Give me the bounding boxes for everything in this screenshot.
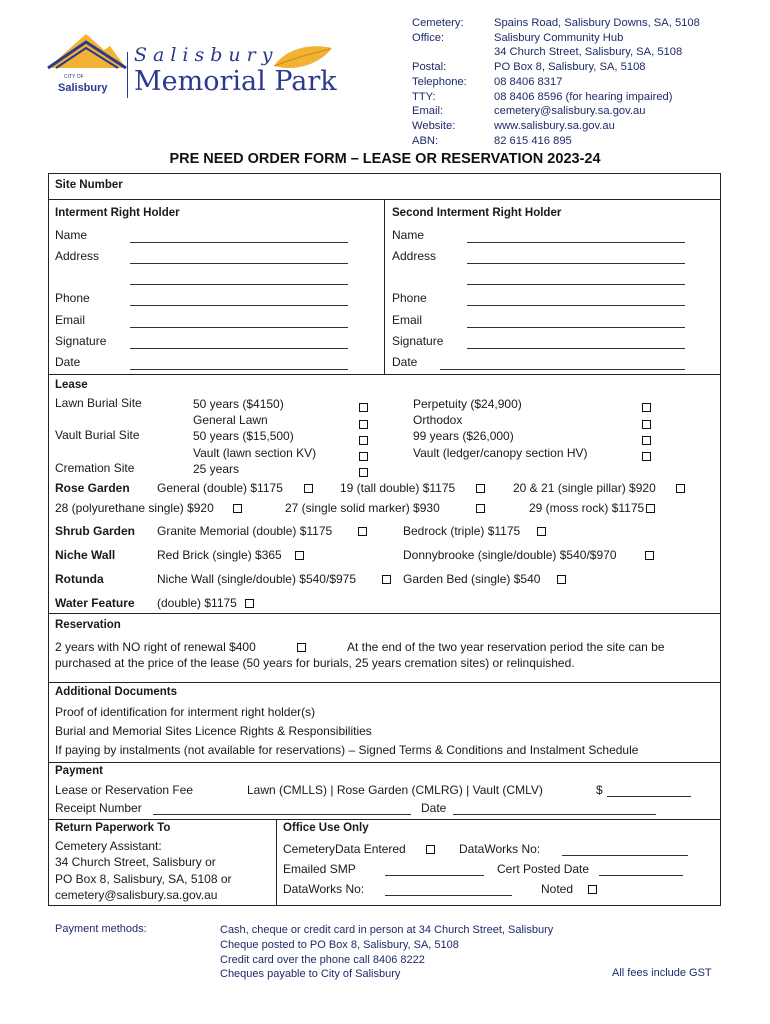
contact-labels [412, 16, 467, 148]
holder-name-label: Name [55, 228, 88, 242]
checkbox[interactable] [476, 504, 485, 513]
lease-option: 50 years ($15,500) [193, 429, 294, 444]
reservation-option: 2 years with NO right of renewal $400 [55, 640, 256, 654]
water-feature-label: Water Feature [55, 596, 135, 610]
checkbox[interactable] [426, 845, 435, 854]
contact-value: 08 8406 8317 [494, 75, 563, 88]
additional-heading: Additional Documents [55, 686, 178, 698]
dataworks-label: DataWorks No: [459, 842, 541, 856]
lease-right-checkboxes [642, 399, 651, 464]
checkbox[interactable] [476, 484, 485, 493]
form-title: PRE NEED ORDER FORM – LEASE OR RESERVATION 2023-24 [169, 151, 601, 167]
lease-option: Vault (lawn section KV) [193, 445, 317, 460]
lease-heading: Lease [55, 379, 88, 391]
logo-city-name: Salisbury [58, 82, 108, 94]
holder-phone-label: Phone [55, 291, 90, 305]
vault-burial-label: Vault Burial Site [55, 428, 140, 442]
payment-method: Cash, cheque or credit card in person at 34 Church Street, Salisbury [220, 924, 554, 936]
cremation-site-label: Cremation Site [55, 461, 135, 475]
rose-garden-label: Rose Garden [55, 481, 130, 495]
holders-divider [384, 199, 385, 375]
office-heading: Office Use Only [283, 822, 369, 834]
checkbox[interactable] [359, 452, 368, 461]
contact-label: ABN: [412, 134, 439, 147]
checkbox[interactable] [359, 420, 368, 429]
contact-email[interactable]: cemetery@salisbury.sa.gov.au [494, 105, 646, 118]
holder-heading: Interment Right Holder [55, 207, 180, 219]
logo-divider [127, 52, 128, 98]
checkbox[interactable] [297, 643, 306, 652]
second-email-field[interactable] [467, 316, 685, 328]
logo-park-name-line2: Memorial Park [134, 66, 337, 97]
contact-label: Postal: [412, 61, 447, 74]
holder-date-label: Date [55, 355, 81, 369]
checkbox[interactable] [359, 468, 368, 477]
second-holder-heading: Second Interment Right Holder [392, 207, 562, 219]
lease-option: Perpetuity ($24,900) [413, 397, 522, 411]
contact-label: Email: [412, 105, 444, 118]
contact-website[interactable]: www.salisbury.sa.gov.au [494, 119, 615, 132]
checkbox[interactable] [642, 403, 651, 412]
return-line: Cemetery Assistant: [55, 839, 162, 853]
second-phone-label: Phone [392, 291, 427, 305]
niche-option: Donnybrooke (single/double) $540/$970 [403, 548, 617, 562]
holder-email-field[interactable] [130, 316, 348, 328]
contact-label: Cemetery: [412, 17, 464, 29]
gst-note: All fees include GST [612, 967, 712, 979]
logo-park-name-line1: Salisbury [134, 44, 279, 66]
payment-method: Cheques payable to City of Salisbury [220, 968, 401, 981]
fee-label: Lease or Reservation Fee [55, 783, 194, 797]
emailed-smp-label: Emailed SMP [283, 862, 356, 876]
checkbox[interactable] [382, 575, 391, 584]
second-date-label: Date [392, 355, 418, 369]
reservation-note-1: At the end of the two year reservation period the site can be [347, 640, 665, 654]
dataworks-field-2[interactable] [385, 884, 512, 896]
checkbox[interactable] [233, 504, 242, 513]
contact-value: PO Box 8, Salisbury, SA, 5108 [494, 61, 646, 74]
rose-option: General (double) $1175 [157, 481, 283, 495]
checkbox[interactable] [537, 527, 546, 536]
shrub-option: Bedrock (triple) $1175 [403, 524, 521, 538]
lease-option: 99 years ($26,000) [413, 429, 514, 444]
water-option: (double) $1175 [157, 596, 237, 610]
rose-option: 27 (single solid marker) $930 [285, 501, 440, 515]
checkbox[interactable] [557, 575, 566, 584]
additional-item: If paying by instalments (not available for reservations) – Signed Terms & Conditions and Instalment Schedule [55, 743, 639, 757]
contact-value: 08 8406 8596 (for hearing impaired) [494, 90, 673, 103]
rotunda-option: Niche Wall (single/double) $540/$975 [157, 572, 357, 586]
receipt-label: Receipt Number [55, 801, 142, 815]
holder-email-label: Email [55, 313, 86, 327]
emailed-smp-field[interactable] [385, 864, 484, 876]
currency-symbol: $ [596, 783, 603, 797]
mountain-icon [46, 30, 128, 70]
niche-option: Red Brick (single) $365 [157, 548, 282, 562]
lease-option: Vault (ledger/canopy section HV) [413, 445, 588, 460]
holder-address-label: Address [55, 249, 100, 263]
contact-value: Salisbury Community Hub [494, 31, 624, 44]
lease-left-checkboxes [359, 399, 368, 480]
receipt-number-field[interactable] [153, 803, 411, 815]
lease-option: Orthodox [413, 413, 463, 428]
contact-label [412, 45, 467, 60]
return-line: PO Box 8, Salisbury, SA, 5108 or [55, 871, 232, 886]
cert-posted-field[interactable] [599, 864, 683, 876]
checkbox[interactable] [304, 484, 313, 493]
leaf-icon [270, 42, 334, 72]
dataworks-field[interactable] [562, 844, 688, 856]
cemetery-data-label: CemeteryData Entered [283, 842, 406, 856]
additional-item: Burial and Memorial Sites Licence Rights & Responsibilities [55, 724, 372, 738]
checkbox[interactable] [359, 436, 368, 445]
checkbox[interactable] [359, 403, 368, 412]
second-phone-field[interactable] [467, 294, 685, 306]
holder-phone-field[interactable] [130, 294, 348, 306]
second-email-label: Email [392, 313, 423, 327]
site-number-label: Site Number [55, 179, 123, 191]
payment-method: Credit card over the phone call 8406 8222 [220, 953, 425, 966]
rose-option: 28 (polyurethane single) $920 [55, 501, 214, 515]
second-signature-label: Signature [392, 334, 444, 348]
rotunda-option: Garden Bed (single) $540 [403, 572, 541, 586]
noted-label: Noted [541, 882, 574, 896]
checkbox[interactable] [645, 551, 654, 560]
shrub-garden-label: Shrub Garden [55, 524, 136, 538]
niche-wall-label: Niche Wall [55, 548, 116, 562]
fee-codes: Lawn (CMLLS) | Rose Garden (CMLRG) | Vault (CMLV) [247, 783, 543, 797]
lease-right-options [413, 396, 588, 461]
additional-item: Proof of identification for interment right holder(s) [55, 705, 316, 719]
lease-option: General Lawn [193, 413, 268, 428]
holder-signature-label: Signature [55, 334, 107, 348]
second-address-label: Address [392, 249, 437, 263]
checkbox[interactable] [295, 551, 304, 560]
lawn-burial-label: Lawn Burial Site [55, 396, 142, 410]
site-number-box [48, 173, 721, 200]
checkbox[interactable] [642, 452, 651, 461]
contact-value: 34 Church Street, Salisbury, SA, 5108 [494, 46, 683, 59]
checkbox[interactable] [245, 599, 254, 608]
checkbox[interactable] [646, 504, 655, 513]
second-name-label: Name [392, 228, 425, 242]
contact-label: Telephone: [412, 75, 467, 88]
holder-name-field[interactable] [130, 231, 348, 243]
holder-address-field-2[interactable] [130, 273, 348, 285]
contact-label: Office: [412, 31, 445, 44]
second-name-field[interactable] [467, 231, 685, 243]
payment-method: Cheque posted to PO Box 8, Salisbury, SA, 5108 [220, 938, 459, 951]
rose-option: 29 (moss rock) $1175 [529, 501, 645, 515]
city-logo [46, 30, 128, 100]
payment-methods-list [220, 923, 553, 982]
second-date-field[interactable] [440, 358, 685, 370]
checkbox[interactable] [642, 420, 651, 429]
reservation-note-2: purchased at the price of the lease (50 years for burials, 25 years cremation sites) or relinquished. [55, 656, 575, 670]
second-address-field-2[interactable] [467, 273, 685, 285]
contact-label: Website: [412, 119, 456, 132]
return-heading: Return Paperwork To [55, 822, 171, 834]
fee-amount-field[interactable] [607, 785, 691, 797]
dataworks-label-2: DataWorks No: [283, 882, 365, 896]
second-address-field[interactable] [467, 252, 685, 264]
payment-date-field[interactable] [453, 803, 656, 815]
logo-city-of: CITY OF [64, 74, 84, 80]
lease-left-options [193, 396, 316, 477]
rose-option: 20 & 21 (single pillar) $920 [513, 481, 656, 495]
checkbox[interactable] [642, 436, 651, 445]
checkbox[interactable] [588, 885, 597, 894]
payment-methods-label: Payment methods: [55, 923, 147, 935]
checkbox[interactable] [676, 484, 685, 493]
return-line: 34 Church Street, Salisbury or [55, 855, 216, 870]
contact-values [494, 16, 700, 148]
return-lines [55, 838, 232, 903]
return-email[interactable]: cemetery@salisbury.sa.gov.au [55, 887, 218, 902]
rotunda-label: Rotunda [55, 572, 104, 586]
contact-value: 82 615 416 895 [494, 134, 572, 147]
second-signature-field[interactable] [467, 337, 685, 349]
checkbox[interactable] [358, 527, 367, 536]
payment-date-label: Date [421, 801, 447, 815]
lease-option: 25 years [193, 461, 240, 476]
contact-label: TTY: [412, 90, 436, 103]
holder-date-field[interactable] [130, 358, 348, 370]
holder-address-field[interactable] [130, 252, 348, 264]
rose-option: 19 (tall double) $1175 [340, 481, 456, 495]
cert-posted-label: Cert Posted Date [497, 862, 590, 876]
holder-signature-field[interactable] [130, 337, 348, 349]
lease-option: 50 years ($4150) [193, 397, 284, 411]
contact-value: Spains Road, Salisbury Downs, SA, 5108 [494, 17, 700, 29]
shrub-option: Granite Memorial (double) $1175 [157, 524, 333, 538]
payment-heading: Payment [55, 765, 103, 777]
reservation-heading: Reservation [55, 619, 121, 631]
